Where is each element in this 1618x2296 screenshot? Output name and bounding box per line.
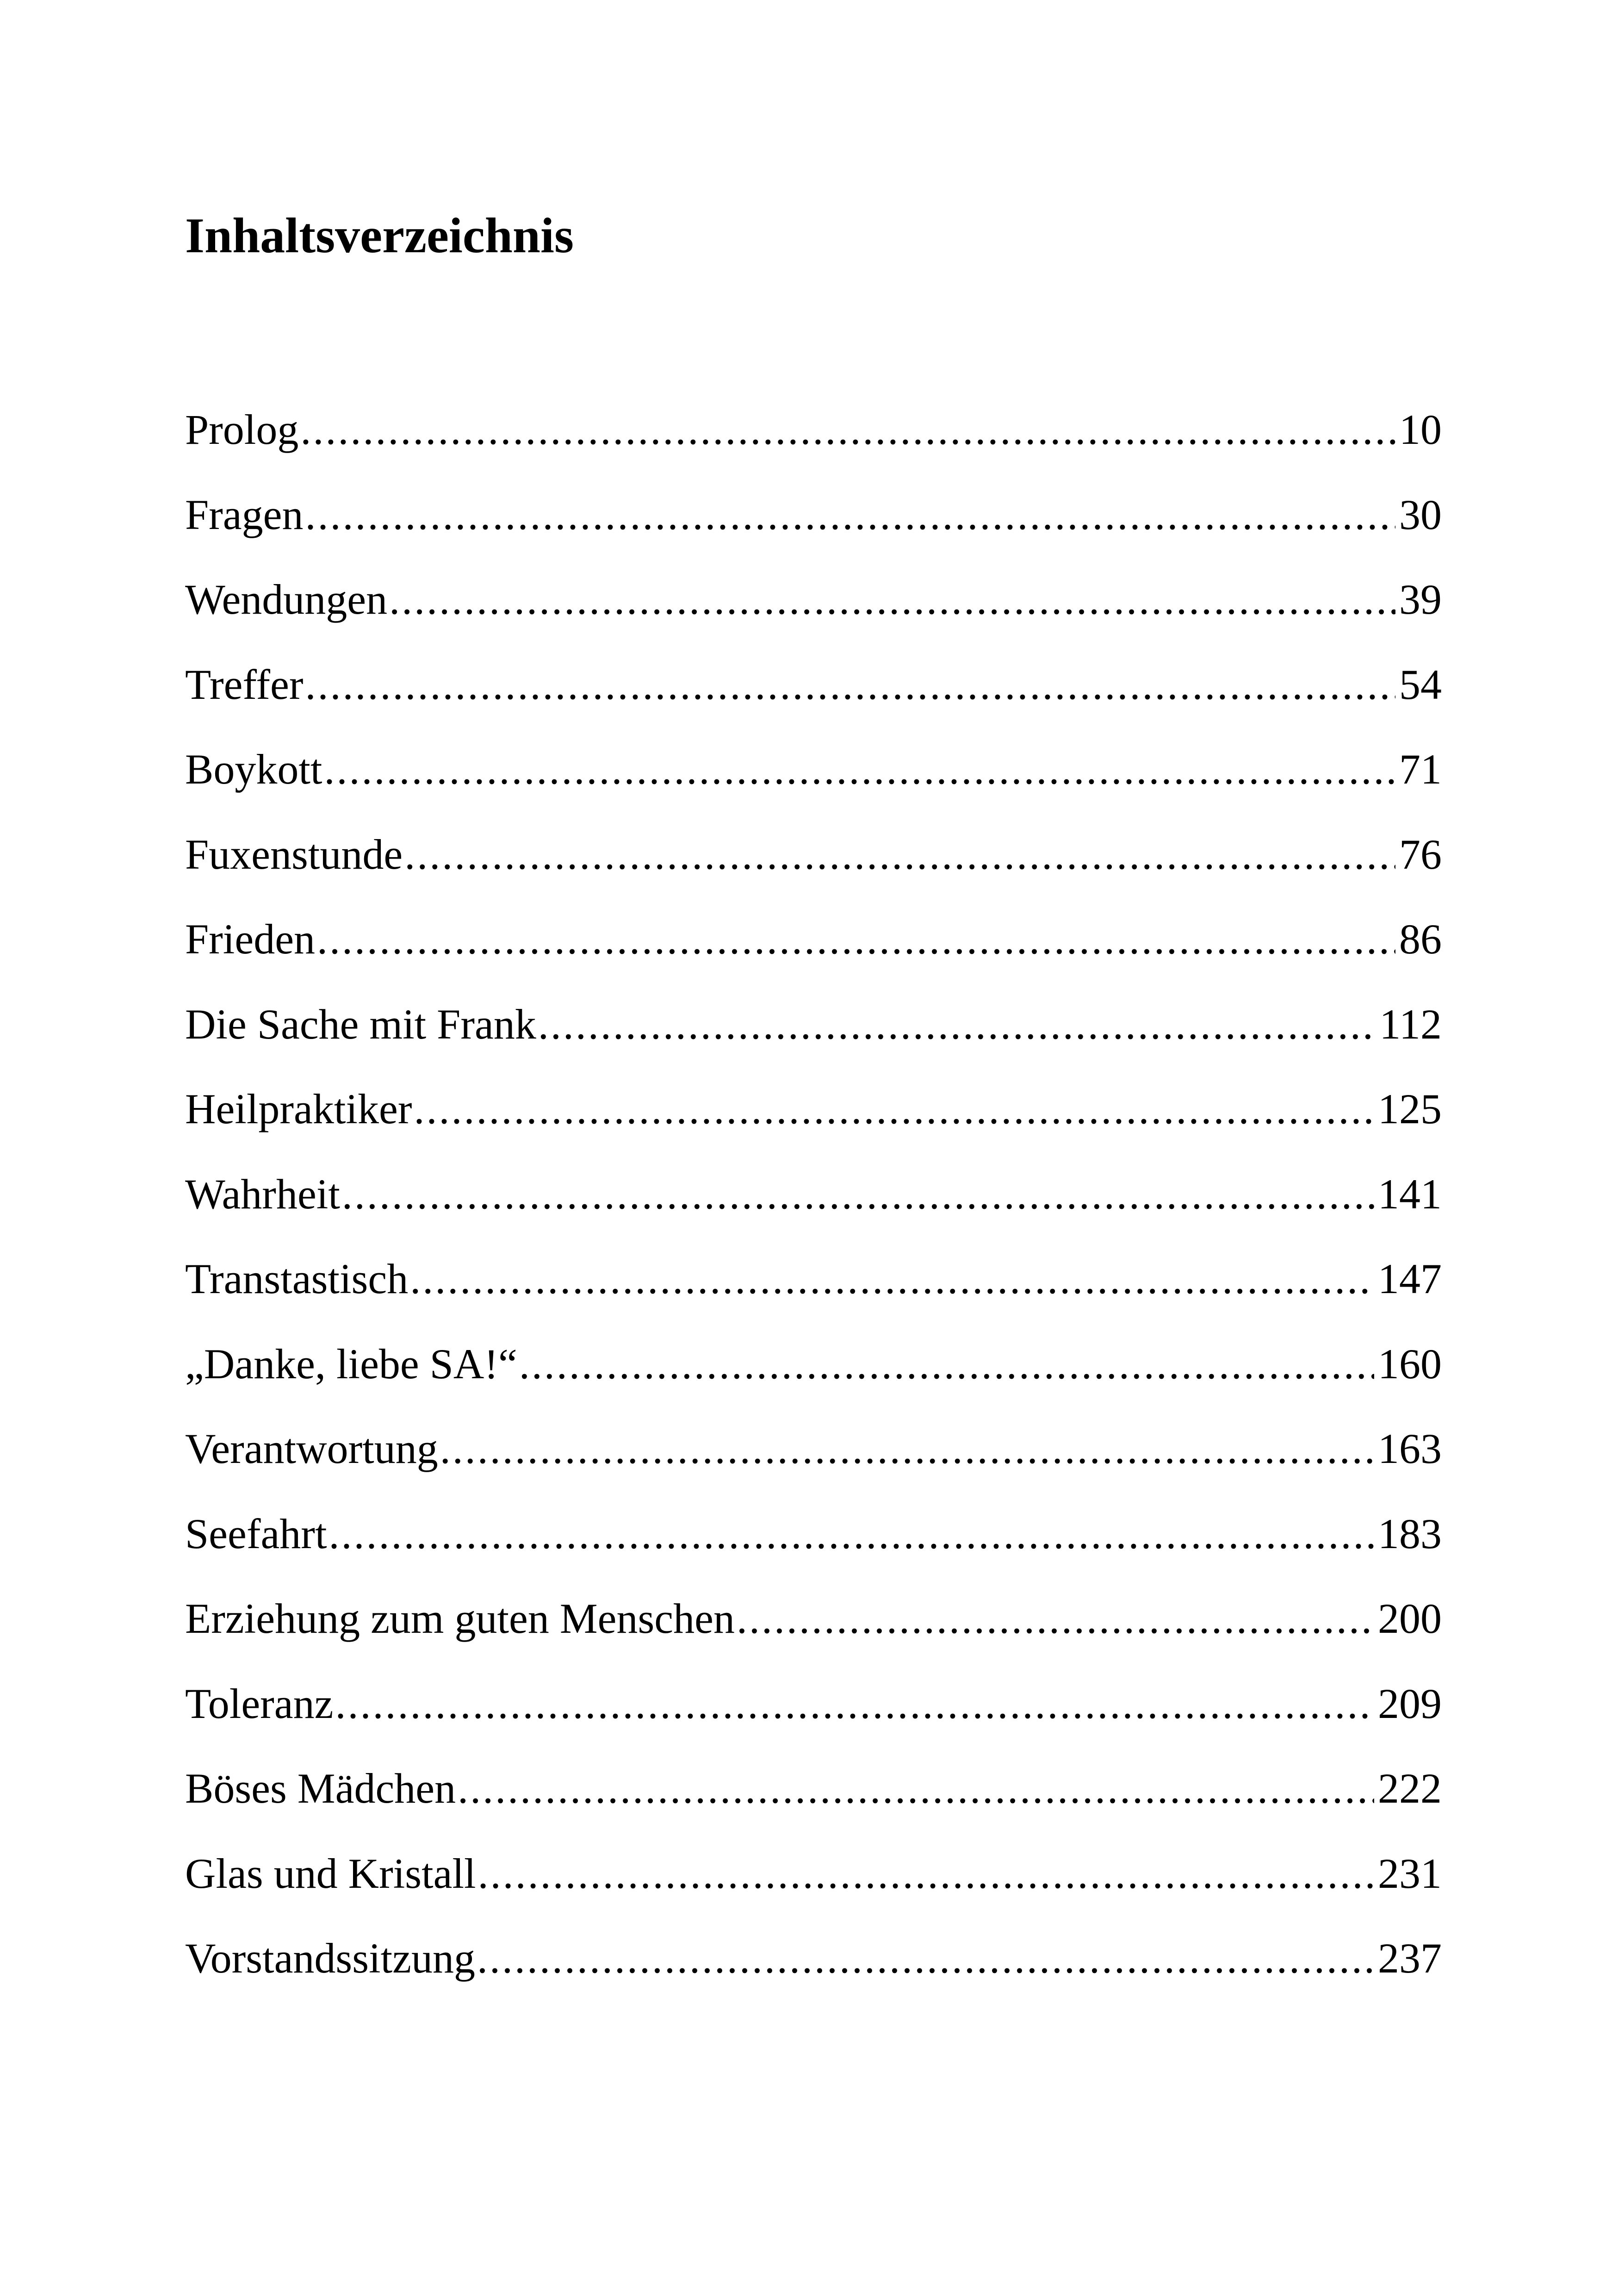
toc-entry: [185, 1081, 1442, 1166]
page-title: Inhaltsverzeichnis: [185, 208, 574, 263]
toc-entry: [185, 572, 1442, 657]
toc-dot-leader: [404, 827, 1395, 882]
toc-entry-title: Fragen: [185, 491, 304, 538]
toc-entry: [185, 1336, 1442, 1421]
toc-page-number: 237: [1378, 1935, 1442, 1982]
toc-entry: [185, 1761, 1442, 1846]
toc-page-number: 163: [1378, 1425, 1442, 1472]
toc-entry: [185, 1591, 1442, 1676]
toc-page-number: 86: [1399, 915, 1442, 963]
toc-entry-title: Wendungen: [185, 576, 388, 623]
toc-entry: [185, 1166, 1442, 1251]
toc-dot-leader: [305, 487, 1395, 542]
toc-entry: [185, 1676, 1442, 1761]
toc-dot-leader: [329, 1506, 1374, 1562]
toc-entry-title: Erziehung zum guten Menschen: [185, 1595, 735, 1642]
toc-entry-title: Heilpraktiker: [185, 1085, 412, 1132]
toc-entry: [185, 402, 1442, 487]
toc-page-number: 112: [1379, 1000, 1442, 1048]
toc-page-number: 183: [1378, 1510, 1442, 1557]
toc-entry-title: Wahrheit: [185, 1170, 340, 1218]
table-of-contents: [185, 402, 1442, 2016]
toc-entry: [185, 827, 1442, 912]
toc-dot-leader: [335, 1676, 1374, 1731]
toc-dot-leader: [389, 572, 1395, 627]
toc-entry-title: Seefahrt: [185, 1510, 327, 1557]
toc-page-number: 54: [1399, 660, 1442, 708]
toc-entry: [185, 657, 1442, 742]
toc-dot-leader: [477, 1930, 1374, 1986]
toc-entry-title: Boykott: [185, 746, 322, 793]
toc-page-number: 30: [1399, 491, 1442, 538]
toc-page-number: 76: [1399, 830, 1442, 878]
toc-entry: [185, 1421, 1442, 1506]
toc-dot-leader: [342, 1166, 1374, 1222]
toc-entry-title: Die Sache mit Frank: [185, 1000, 536, 1048]
toc-dot-leader: [538, 996, 1376, 1052]
toc-entry: [185, 1506, 1442, 1591]
toc-page-number: 10: [1399, 406, 1442, 453]
toc-dot-leader: [305, 657, 1395, 712]
toc-entry: [185, 487, 1442, 572]
toc-entry-title: Frieden: [185, 915, 316, 963]
toc-page-number: 125: [1378, 1085, 1442, 1132]
toc-entry-title: Transtastisch: [185, 1255, 409, 1302]
toc-dot-leader: [300, 402, 1395, 457]
toc-page-number: 71: [1399, 746, 1442, 793]
toc-page-number: 222: [1378, 1765, 1442, 1812]
toc-entry: [185, 911, 1442, 996]
toc-entry-title: Prolog: [185, 406, 299, 453]
toc-page-number: 147: [1378, 1255, 1442, 1302]
toc-dot-leader: [317, 911, 1395, 967]
toc-entry-title: Fuxenstunde: [185, 830, 403, 878]
toc-entry: [185, 996, 1442, 1082]
toc-entry: [185, 1930, 1442, 2016]
toc-page-number: 39: [1399, 576, 1442, 623]
toc-entry: [185, 1846, 1442, 1931]
toc-entry: [185, 1251, 1442, 1336]
toc-dot-leader: [414, 1081, 1374, 1137]
toc-dot-leader: [478, 1846, 1374, 1901]
toc-dot-leader: [737, 1591, 1374, 1646]
toc-page-number: 141: [1378, 1170, 1442, 1218]
toc-entry-title: „Danke, liebe SA!“: [185, 1340, 517, 1388]
toc-dot-leader: [519, 1336, 1374, 1392]
toc-entry-title: Verantwortung: [185, 1425, 438, 1472]
toc-page-number: 200: [1378, 1595, 1442, 1642]
toc-dot-leader: [324, 741, 1395, 797]
toc-entry-title: Böses Mädchen: [185, 1765, 456, 1812]
toc-dot-leader: [440, 1421, 1374, 1476]
toc-entry-title: Vorstandssitzung: [185, 1935, 475, 1982]
toc-entry-title: Toleranz: [185, 1680, 334, 1727]
toc-entry-title: Glas und Kristall: [185, 1849, 476, 1897]
toc-page-number: 231: [1378, 1849, 1442, 1897]
toc-dot-leader: [410, 1251, 1374, 1307]
toc-entry-title: Treffer: [185, 660, 304, 708]
toc-page-number: 209: [1378, 1680, 1442, 1727]
toc-entry: [185, 741, 1442, 827]
toc-dot-leader: [458, 1761, 1374, 1816]
toc-page-number: 160: [1378, 1340, 1442, 1388]
